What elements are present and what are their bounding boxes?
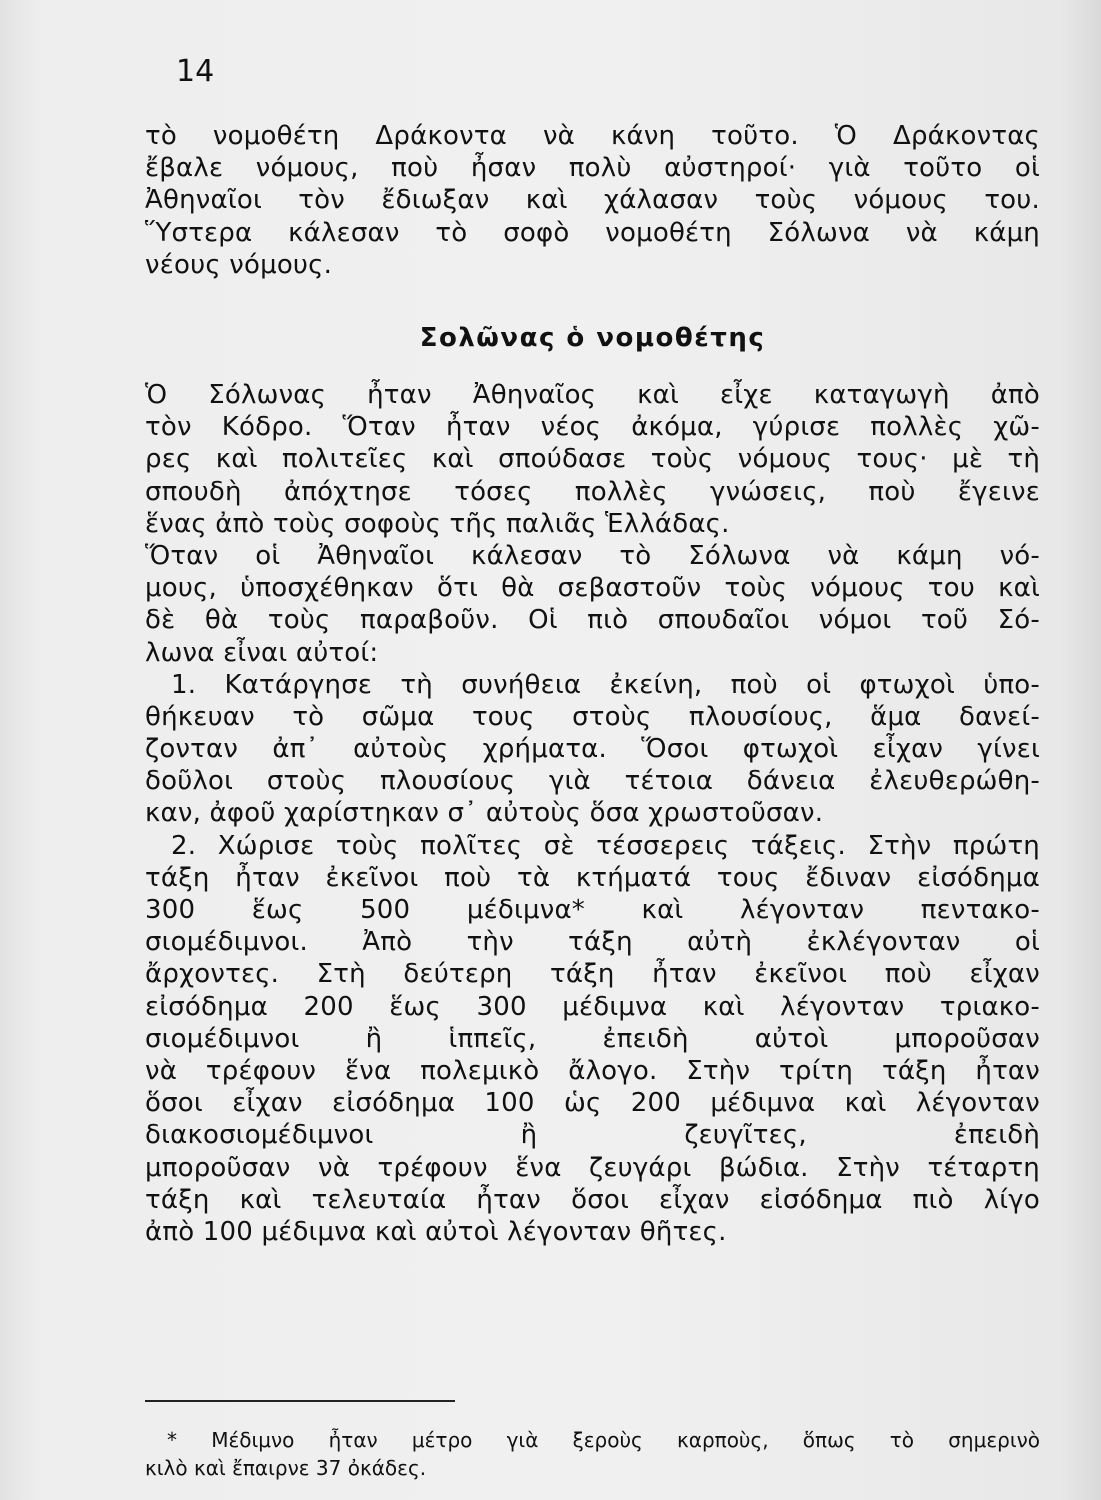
text-line: ἄρχοντες. Στὴ δεύτερη τάξη ἦταν ἐκεῖνοι ποὺ εἶχαν [145,959,1040,990]
text-line: σιομέδιμνοι ἢ ἱππεῖς, ἐπειδὴ αὐτοὶ μποροῦσαν [145,1023,1040,1054]
text-line: ἔβαλε νόμους, ποὺ ἦσαν πολὺ αὐστηροί· γιὰ τοῦτο οἱ [145,153,1040,184]
text-line: σιομέδιμνοι. Ἀπὸ τὴν τάξη αὐτὴ ἐκλέγονταν οἱ [145,927,1040,958]
text-line: εἰσόδημα 200 ἕως 300 μέδιμνα καὶ λέγονταν τριακο- [145,991,1040,1022]
text-line: ὅσοι εἶχαν εἰσόδημα 100 ὡς 200 μέδιμνα καὶ λέγονταν [145,1088,1040,1119]
text-line: ζονταν ἀπ᾽ αὐτοὺς χρήματα. Ὅσοι φτωχοὶ εἶχαν γίνει [145,734,1040,765]
text-line: νέους νόμους. [145,249,333,280]
text-line: τάξη καὶ τελευταία ἦταν ὅσοι εἶχαν εἰσόδημα πιὸ λίγο [145,1184,1040,1215]
footnote [145,1426,1040,1482]
text-line: καν, ἀφοῦ χαρίστηκαν σ᾽ αὐτοὺς ὅσα χρωστοῦσαν. [145,798,824,829]
text-line: Ὕστερα κάλεσαν τὸ σοφὸ νομοθέτη Σόλωνα νὰ κάμη [145,217,1040,248]
text-line: δὲ θὰ τοὺς παραβοῦν. Οἱ πιὸ σπουδαῖοι νόμοι τοῦ Σό- [145,605,1040,636]
footnote-line: * Μέδιμνο ἦταν μέτρο γιὰ ξεροὺς καρποὺς, ὅπως τὸ σημερινὸ [167,1428,1040,1452]
text-line: Ἀθηναῖοι τὸν ἔδιωξαν καὶ χάλασαν τοὺς νόμους του. [145,185,1040,216]
intro-paragraph [145,120,1040,281]
text-line: Ὅταν οἱ Ἀθηναῖοι κάλεσαν τὸ Σόλωνα νὰ κάμη νό- [145,540,1040,571]
footnote-line: κιλὸ καὶ ἔπαιρνε 37 ὀκάδες. [145,1456,427,1480]
text-line: θήκευαν τὸ σῶμα τους στοὺς πλουσίους, ἅμα δανεί- [145,701,1040,732]
text-line: 300 ἕως 500 μέδιμνα* καὶ λέγονταν πεντακο- [145,895,1040,925]
footnote-divider [145,1400,455,1402]
text-line: ἀπὸ 100 μέδιμνα καὶ αὐτοὶ λέγονταν θῆτες. [145,1216,727,1247]
text-line: μους, ὑποσχέθηκαν ὅτι θὰ σεβαστοῦν τοὺς νόμους του καὶ [145,573,1040,604]
text-line: Ὁ Σόλωνας ἦταν Ἀθηναῖος καὶ εἶχε καταγωγὴ ἀπὸ [145,380,1040,410]
body-text [145,379,1040,1248]
text-line: διακοσιομέδιμνοι ἢ ζευγῖτες, ἐπειδὴ [145,1120,1040,1151]
text-line: δοῦλοι στοὺς πλουσίους γιὰ τέτοια δάνεια ἐλευθερώθη- [145,766,1040,797]
text-line: τὸ νομοθέτη Δράκοντα νὰ κάνη τοῦτο. Ὁ Δράκοντας [145,121,1040,151]
text-line: σπουδὴ ἀπόχτησε τόσες πολλὲς γνώσεις, ποὺ ἔγεινε [145,476,1040,507]
page-number: 14 [176,54,215,89]
text-line: 1. Κατάργησε τὴ συνήθεια ἐκείνη, ποὺ οἱ φτωχοὶ ὑπο- [171,669,1040,700]
text-line: ἕνας ἀπὸ τοὺς σοφοὺς τῆς παλιᾶς Ἑλλάδας. [145,508,730,539]
section-heading: Σολῶνας ὁ νομοθέτης [419,323,766,353]
text-line: τὸν Κόδρο. Ὅταν ἦταν νέος ἀκόμα, γύρισε πολλὲς χῶ- [145,412,1040,443]
text-line: μποροῦσαν νὰ τρέφουν ἕνα ζευγάρι βώδια. Στὴν τέταρτη [145,1152,1040,1183]
text-line: 2. Χώρισε τοὺς πολῖτες σὲ τέσσερεις τάξεις. Στὴν πρώτη [171,830,1040,861]
text-line: ρες καὶ πολιτεῖες καὶ σπούδασε τοὺς νόμους τους· μὲ τὴ [145,444,1040,475]
text-line: τάξη ἦταν ἐκεῖνοι ποὺ τὰ κτήματά τους ἔδιναν εἰσόδημα [145,862,1040,893]
text-line: λωνα εἶναι αὐτοί: [145,637,379,668]
text-line: νὰ τρέφουν ἕνα πολεμικὸ ἄλογο. Στὴν τρίτη τάξη ἦταν [145,1055,1040,1086]
